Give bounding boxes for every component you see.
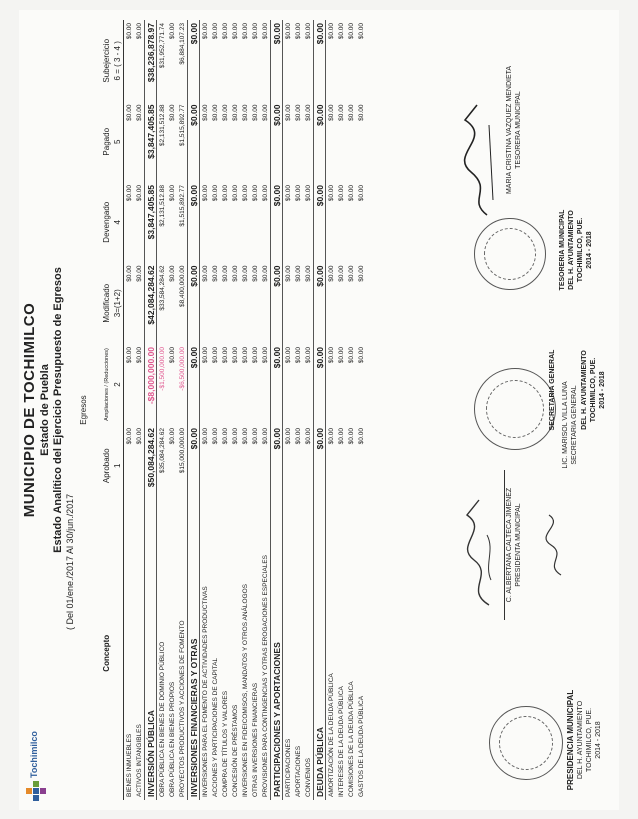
presidenta-signature (459, 490, 499, 610)
cell-concepto: PARTICIPACIONES (284, 738, 292, 797)
cell-amp: $0.00 (251, 346, 259, 364)
cell-mod: $33,584,284.62 (158, 265, 166, 311)
cell-pag: $3,847,405.85 (145, 102, 157, 182)
tesoreria-stamp-line-2: DEL H. AYUNTAMIENTO (568, 210, 575, 290)
presidenta-name: C. ALBERTANA CALTECA JIMENEZ (506, 487, 513, 603)
table-row (250, 20, 260, 800)
table-row (240, 20, 250, 800)
cell-mod: $0.00 (221, 265, 229, 282)
cell-sub: $0.00 (284, 23, 292, 40)
cell-concepto: APORTACIONES (294, 745, 302, 797)
cell-dev: $0.00 (125, 185, 133, 202)
cell-sub: $38,236,878.97 (145, 20, 157, 102)
cell-sub: $0.00 (357, 23, 365, 40)
cell-aprobado: $0.00 (251, 428, 259, 445)
table-row (346, 20, 356, 800)
tesorera-signature (459, 100, 499, 220)
cell-sub: $0.00 (125, 23, 133, 40)
tesoreria-stamp-line-4: 2014 - 2018 (586, 231, 593, 269)
cell-aprobado: $0.00 (241, 428, 249, 445)
cell-mod: $0.00 (357, 265, 365, 282)
cell-amp: $0.00 (314, 344, 326, 425)
col-concepto-index (112, 507, 124, 800)
cell-mod: $0.00 (188, 262, 200, 343)
table-row (177, 20, 188, 800)
cell-aprobado: $0.00 (271, 425, 283, 506)
municipality-title: MUNICIPIO DE TOCHIMILCO (21, 302, 38, 518)
table-row (124, 20, 135, 800)
table-header (101, 20, 112, 800)
cell-mod: $0.00 (327, 265, 335, 282)
cell-amp: $0.00 (327, 346, 335, 364)
cell-amp: $0.00 (211, 346, 219, 364)
cell-concepto: CONVENIOS (304, 757, 312, 797)
cell-sub: $0.00 (347, 23, 355, 40)
cell-sub: $0.00 (221, 23, 229, 40)
cell-concepto: DEUDA PÚBLICA (314, 507, 326, 800)
cell-sub: $0.00 (294, 23, 302, 40)
cell-sub: $0.00 (271, 20, 283, 102)
cell-dev: $0.00 (284, 185, 292, 202)
cell-mod: $0.00 (241, 265, 249, 282)
cell-dev: $0.00 (135, 185, 143, 202)
col-modificado-index: 3=(1+2) (112, 262, 124, 343)
cell-aprobado: $0.00 (314, 425, 326, 506)
cell-concepto: OTRAS INVERSIONES FINANCIERAS (251, 682, 259, 797)
cell-dev: $3,847,405.85 (145, 182, 157, 262)
cell-concepto: INVERSIÓN PÚBLICA (145, 507, 157, 800)
cell-concepto: AMORTIZACIÓN DE LA DEUDA PÚBLICA (327, 673, 335, 797)
cell-concepto: GASTOS DE LA DEUDA PÚBLICA (357, 695, 365, 797)
national-seal-inner (486, 380, 544, 438)
table-row (260, 20, 271, 800)
cell-dev: $0.00 (221, 185, 229, 202)
cell-pag: $0.00 (284, 104, 292, 121)
cell-aprobado: $0.00 (221, 428, 229, 445)
cell-pag: $0.00 (261, 104, 269, 121)
table-row (167, 20, 177, 800)
tesoreria-stamp-line-1: TESORERIA MUNICIPAL (559, 209, 566, 291)
cell-amp: $0.00 (304, 346, 312, 364)
cell-aprobado: $0.00 (357, 428, 365, 445)
category-row (314, 20, 326, 800)
cell-pag: $0.00 (211, 104, 219, 121)
cell-aprobado: $0.00 (304, 428, 312, 445)
cell-pag: $0.00 (357, 104, 365, 121)
cell-mod: $0.00 (304, 265, 312, 282)
col-devengado: Devengado (102, 201, 111, 243)
cell-aprobado: $0.00 (188, 425, 200, 506)
cell-aprobado: $0.00 (231, 428, 239, 445)
secretaria-signature (539, 510, 569, 580)
cell-pag: $0.00 (168, 104, 176, 121)
cell-mod: $0.00 (251, 265, 259, 282)
cell-amp: $0.00 (201, 346, 209, 364)
cell-sub: $6,884,107.23 (178, 23, 186, 65)
cell-sub: $0.00 (251, 23, 259, 40)
cell-mod: $0.00 (168, 265, 176, 282)
cell-concepto: BIENES INMUEBLES (125, 733, 133, 797)
cell-amp: $0.00 (135, 346, 143, 364)
cell-pag: $0.00 (125, 104, 133, 121)
cell-amp: $0.00 (294, 346, 302, 364)
cell-concepto: OBRA PÚBLICA EN BIENES PROPIOS (168, 681, 176, 797)
report-title: Estado Analítico del Ejercicio Presupuesto de Egresos (52, 267, 64, 553)
cell-dev: $0.00 (201, 185, 209, 202)
cell-mod: $0.00 (201, 265, 209, 282)
cell-pag: $0.00 (201, 104, 209, 121)
cell-dev: $0.00 (337, 185, 345, 202)
rotated-budget-sheet (19, 10, 619, 810)
cell-dev: $0.00 (357, 185, 365, 202)
cell-dev: $0.00 (168, 185, 176, 202)
cell-mod: $42,084,284.62 (145, 262, 157, 343)
cell-concepto: INVERSIONES EN FIDEICOMISOS, MANDATOS Y OTROS ANÁLOGOS (241, 584, 249, 797)
cell-concepto: ACTIVOS INTANGIBLES (135, 724, 143, 797)
col-concepto: Concepto (102, 634, 111, 672)
secretaria-name: LIC. MARISOL VILLA LUNA (562, 381, 569, 469)
cell-mod: $0.00 (135, 265, 143, 282)
table-row (157, 20, 168, 800)
cell-dev: $0.00 (271, 182, 283, 262)
cell-sub: $0.00 (211, 23, 219, 40)
budget-table (101, 20, 366, 800)
cell-dev: $0.00 (314, 182, 326, 262)
cell-amp: -$1,500,000.00 (158, 346, 166, 391)
cell-concepto: ACCIONES Y PARTICIPACIONES DE CAPITAL (211, 657, 219, 797)
col-ampliaciones-index: 2 (112, 344, 124, 425)
cell-sub: $0.00 (168, 23, 176, 40)
cell-mod: $0.00 (294, 265, 302, 282)
cell-concepto: PROVISIONES PARA CONTINGENCIAS Y OTRAS EROGACIONES ESPECIALES (261, 554, 269, 797)
cell-aprobado: $0.00 (294, 428, 302, 445)
presidenta-signature-line (504, 470, 505, 620)
cell-concepto: INVERSIONES PARA EL FOMENTO DE ACTIVIDADES PRODUCTIVAS (201, 586, 209, 797)
cell-sub: $0.00 (201, 23, 209, 40)
logo-text: Tochimilco (29, 731, 39, 778)
cell-pag: $0.00 (347, 104, 355, 121)
cell-concepto: PROYECTOS PRODUCTIVOS Y ACCIONES DE FOMENTO (178, 620, 186, 797)
cell-sub: $0.00 (241, 23, 249, 40)
cell-amp: -$8,000,000.00 (145, 344, 157, 425)
state-name: Estado de Puebla (39, 364, 51, 456)
cell-mod: $0.00 (314, 262, 326, 343)
cell-concepto: COMPRA DE TÍTULOS Y VALORES (221, 690, 229, 797)
category-row (145, 20, 157, 800)
cell-pag: $0.00 (304, 104, 312, 121)
cell-concepto: CONCESIÓN DE PRÉSTAMOS (231, 704, 239, 797)
table-body (124, 20, 367, 800)
col-aprobado-index: 1 (112, 425, 124, 506)
cell-mod: $8,400,000.00 (178, 265, 186, 308)
table-row (134, 20, 145, 800)
cell-aprobado: $0.00 (201, 428, 209, 445)
table-row (303, 20, 314, 800)
cell-aprobado: $0.00 (135, 428, 143, 445)
cell-aprobado: $0.00 (337, 428, 345, 445)
cell-sub: $0.00 (261, 23, 269, 40)
cell-amp: $0.00 (284, 346, 292, 364)
cell-amp: $0.00 (347, 346, 355, 364)
cell-amp: $0.00 (271, 344, 283, 425)
cell-amp: $0.00 (221, 346, 229, 364)
cell-concepto: PARTICIPACIONES Y APORTACIONES (271, 507, 283, 800)
cell-dev: $2,131,512.88 (158, 185, 166, 227)
cell-pag: $0.00 (327, 104, 335, 121)
tesorera-role: TESORERA MUNICIPAL (515, 91, 522, 169)
cell-aprobado: $0.00 (327, 428, 335, 445)
cell-dev: $0.00 (347, 185, 355, 202)
cell-mod: $0.00 (284, 265, 292, 282)
secretaria-role: SECRETARIA GENERAL (571, 385, 578, 465)
cell-mod: $0.00 (211, 265, 219, 282)
cell-amp: $0.00 (241, 346, 249, 364)
cell-aprobado: $0.00 (125, 428, 133, 445)
cell-mod: $0.00 (261, 265, 269, 282)
table-row (326, 20, 337, 800)
cell-sub: $0.00 (314, 20, 326, 102)
cell-dev: $1,515,892.77 (178, 185, 186, 227)
table-row (230, 20, 240, 800)
col-ampliaciones: Ampliaciones / (Reducciones) (103, 348, 110, 421)
cell-dev: $0.00 (327, 185, 335, 202)
tesorera-name: MARIA CRISTINA VAZQUEZ MENDIETA (506, 65, 513, 195)
table-row (283, 20, 294, 800)
secretaria-stamp-line-3: TOCHIMILCO, PUE. (590, 357, 597, 423)
cell-sub: $0.00 (327, 23, 335, 40)
col-subejercicio-index: 6 = ( 3 - 4 ) (112, 20, 124, 102)
cell-concepto: OBRA PÚBLICA EN BIENES DE DOMINIO PÚBLICO (158, 641, 166, 797)
col-devengado-index: 4 (112, 182, 124, 262)
table-row (200, 20, 211, 800)
cell-amp: -$6,500,000.00 (178, 346, 186, 391)
secretaria-stamp-line-4: 2014 - 2018 (599, 371, 606, 409)
cell-aprobado: $0.00 (347, 428, 355, 445)
table-row (220, 20, 230, 800)
cell-dev: $0.00 (294, 185, 302, 202)
cell-dev: $0.00 (261, 185, 269, 202)
presidencia-stamp-line-3: TOCHIMILCO, PUE. (586, 707, 593, 773)
cell-dev: $0.00 (188, 182, 200, 262)
cell-pag: $0.00 (314, 102, 326, 182)
cell-aprobado: $0.00 (284, 428, 292, 445)
col-pagado: Pagado (102, 127, 111, 156)
secretaria-stamp-line-2: DEL H. AYUNTAMIENTO (581, 350, 588, 430)
cell-dev: $0.00 (231, 185, 239, 202)
cell-aprobado: $0.00 (168, 428, 176, 445)
table-header-index (112, 20, 124, 800)
cell-pag: $0.00 (135, 104, 143, 121)
cell-amp: $0.00 (261, 346, 269, 364)
table-row (210, 20, 220, 800)
section-label: Egresos (79, 395, 88, 425)
cell-mod: $0.00 (231, 265, 239, 282)
col-pagado-index: 5 (112, 102, 124, 182)
cell-mod: $0.00 (347, 265, 355, 282)
tesoreria-seal-inner (484, 228, 536, 280)
col-aprobado: Aprobado (102, 448, 111, 484)
cell-concepto: INVERSIONES FINANCIERAS Y OTRAS (188, 507, 200, 800)
cell-pag: $0.00 (231, 104, 239, 121)
cell-amp: $0.00 (125, 346, 133, 364)
cell-pag: $0.00 (221, 104, 229, 121)
table-row (336, 20, 346, 800)
presidenta-role: PRESIDENTA MUNICIPAL (515, 503, 522, 587)
cell-mod: $0.00 (125, 265, 133, 282)
cell-sub: $0.00 (337, 23, 345, 40)
cell-mod: $0.00 (271, 262, 283, 343)
cell-pag: $0.00 (251, 104, 259, 121)
cell-aprobado: $35,084,284.62 (158, 428, 166, 474)
cell-aprobado: $50,084,284.62 (145, 425, 157, 506)
cell-pag: $0.00 (337, 104, 345, 121)
cell-sub: $31,952,771.74 (158, 23, 166, 69)
cell-sub: $0.00 (231, 23, 239, 40)
cell-sub: $0.00 (304, 23, 312, 40)
cell-dev: $0.00 (211, 185, 219, 202)
cell-mod: $0.00 (337, 265, 345, 282)
cell-pag: $0.00 (188, 102, 200, 182)
cell-amp: $0.00 (168, 346, 176, 364)
cell-amp: $0.00 (357, 346, 365, 364)
cell-amp: $0.00 (188, 344, 200, 425)
cell-aprobado: $0.00 (211, 428, 219, 445)
col-subejercicio: Subejercicio (102, 38, 111, 83)
cell-sub: $0.00 (188, 20, 200, 102)
report-period: ( Del 01/ene./2017 Al 30/jun./2017 (65, 493, 75, 630)
cell-pag: $0.00 (271, 102, 283, 182)
cell-pag: $2,131,512.88 (158, 104, 166, 147)
presidencia-seal-inner (499, 716, 553, 770)
tesoreria-stamp-line-3: TOCHIMILCO, PUE. (577, 217, 584, 283)
cell-dev: $0.00 (251, 185, 259, 202)
cell-concepto: COMISIONES DE LA DEUDA PÚBLICA (347, 681, 355, 797)
presidencia-stamp-line-4: 2014 - 2018 (595, 721, 602, 759)
category-row (271, 20, 283, 800)
cell-aprobado: $15,000,000.00 (178, 428, 186, 474)
table-row (356, 20, 366, 800)
cell-pag: $0.00 (294, 104, 302, 121)
cell-dev: $0.00 (304, 185, 312, 202)
table-row (293, 20, 303, 800)
cell-amp: $0.00 (337, 346, 345, 364)
presidencia-stamp-line-1: PRESIDENCIA MUNICIPAL (566, 689, 575, 791)
cell-pag: $1,515,892.77 (178, 104, 186, 147)
cell-amp: $0.00 (231, 346, 239, 364)
cell-pag: $0.00 (241, 104, 249, 121)
cell-sub: $0.00 (135, 23, 143, 40)
category-row (188, 20, 200, 800)
cell-concepto: INTERESES DE LA DEUDA PÚBLICA (337, 686, 345, 797)
col-modificado: Modificado (102, 283, 111, 323)
cell-aprobado: $0.00 (261, 428, 269, 445)
cell-dev: $0.00 (241, 185, 249, 202)
secretaria-stamp-line-1: SECRETARIA GENERAL (549, 349, 556, 431)
presidencia-stamp-line-2: DEL H. AYUNTAMIENTO (577, 700, 584, 780)
